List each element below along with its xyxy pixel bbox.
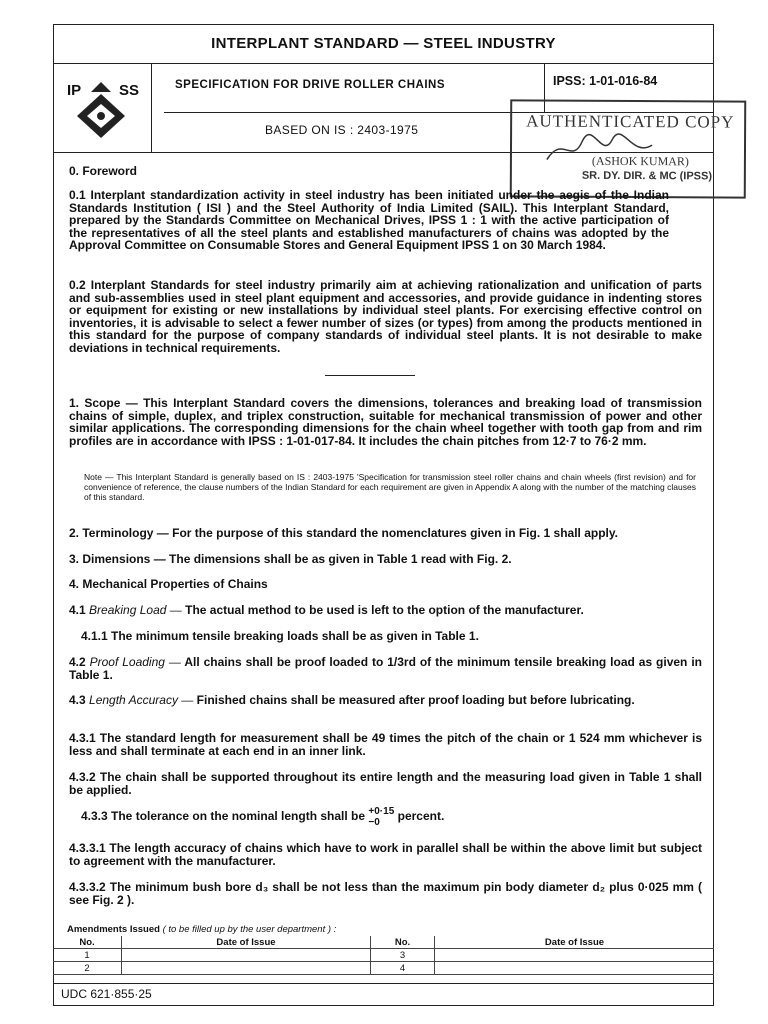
clause-text: percent.: [397, 809, 445, 824]
scope-note: Note — This Interplant Standard is generally based on IS : 2403-1975 'Specification for transmission steel roller chains and chain wheels (first revision) and for convenience of reference, the clause numbers of the Indian Standard for each requirement are given in Appendix A along with the number of the matching clauses of this standard.: [84, 472, 696, 502]
clause-number: 4.1: [69, 603, 86, 617]
clause-4-3: [69, 694, 702, 707]
col-header-no: No.: [371, 936, 435, 949]
para-text: Interplant standardization activity in steel industry has been initiated under the aegis of the Indian Standards Institution ( ISI ) and the Steel Authority of India Limited (SAIL). This Interplant Standard, prepared by the Standards Committee on Mechanical Drives, IPSS 1 : 1 with the active participation of the representatives of all the steel plants and established manufacturers of chains was adopted by the Approval Committee on Consumable Stores and General Equipment IPSS 1 on 30 March 1984.: [69, 188, 669, 253]
col-header-date: Date of Issue: [435, 936, 715, 949]
stamp-line: SR. DY. DIR. & MC (IPSS): [581, 169, 713, 183]
based-on: BASED ON IS : 2403-1975: [265, 123, 419, 137]
tolerance-fraction: [368, 806, 394, 828]
clause-number: 4.2: [69, 655, 86, 669]
clause-number: 4.3: [69, 693, 86, 707]
clause-4-3-1: 4.3.1 The standard length for measurement shall be 49 times the pitch of the chain or 1 524 mm whichever is less and shall terminate at each end in an inner link.: [69, 731, 702, 758]
clause-text: 4.3.3 The tolerance on the nominal length shall be: [81, 809, 366, 824]
amendments-grid: [53, 936, 714, 975]
table-row: [53, 962, 714, 975]
ipss-logo: [53, 64, 152, 152]
table-cell: [122, 949, 371, 962]
tolerance-lower: −0: [368, 817, 380, 828]
ipss-number: IPSS: 1-01-016-84: [544, 64, 714, 112]
clause-4-1-1: 4.1.1 The minimum tensile breaking loads shall be as given in Table 1.: [81, 629, 479, 643]
table-cell: [435, 949, 715, 962]
logo-text-left: IP: [67, 82, 82, 99]
para-number: 0.2: [69, 278, 86, 292]
table-row: [53, 949, 714, 962]
logo-text-right: SS: [119, 82, 140, 99]
clause-4-3-2: 4.3.2 The chain shall be supported throughout its entire length and the measuring load given in Table 1 shall be applied.: [69, 770, 702, 797]
amendments-heading: Amendments Issued: [67, 924, 160, 935]
clause-title: Breaking Load —: [89, 603, 182, 617]
para-text: Interplant Standards for steel industry primarily aim at achieving rationalization and unification of parts and sub-assemblies used in steel plant equipment and accessories, and provide guidance in indenting stores or equipment for existing or new installations by individual steel plants. For exercising effective control on inventories, it is advisable to select a fewer number of sizes (or types) from among the products mentioned in this standard for the purpose of company standards of individual steel plants. It is not desirable to make deviations in technical requirements.: [69, 278, 702, 355]
clause-title: Length Accuracy —: [89, 693, 194, 707]
section-dimensions: [69, 553, 702, 566]
clause-4-3-3-1: 4.3.3.1 The length accuracy of chains which have to work in parallel shall be within the above limit but subject to agreement with the manufacturer.: [69, 841, 702, 868]
para-number: 0.1: [69, 188, 86, 202]
section-rule: [325, 375, 415, 376]
col-header-no: No.: [53, 936, 122, 949]
section-text: The dimensions shall be as given in Table 1 read with Fig. 2.: [169, 552, 512, 566]
foreword-heading: 0. Foreword: [69, 164, 138, 178]
table-cell: 4: [371, 962, 435, 975]
authentication-stamp: [510, 99, 747, 198]
section-text: This Interplant Standard covers the dimensions, tolerances and breaking load of transmission chains of simple, duplex, and triplex construction, suitable for mechanical transmission of power and other similar applications. The corresponding dimensions for the chain wheel together with tooth gap from and rim profiles are in accordance with IPSS : 1-01-017-84. It includes the chain pitches from 12·7 to 76·2 mm.: [69, 396, 703, 448]
clause-4-3-3-2: 4.3.3.2 The minimum bush bore d₃ shall be not less than the maximum pin body diameter d₂ plus 0·025 mm ( see Fig. 2 ).: [69, 880, 702, 907]
section-mechanical: 4. Mechanical Properties of Chains: [69, 577, 268, 591]
foreword-p1: [69, 189, 669, 252]
col-header-date: Date of Issue: [122, 936, 371, 949]
logo-diamond-icon: [53, 64, 152, 152]
section-text: For the purpose of this standard the nomenclatures given in Fig. 1 shall apply.: [172, 526, 618, 540]
amendments-note: ( to be filled up by the user department ) :: [162, 924, 337, 935]
clause-text: Finished chains shall be measured after proof loading but before lubricating.: [196, 693, 635, 707]
clause-text: The actual method to be used is left to the option of the manufacturer.: [185, 603, 584, 617]
tolerance-upper: +0·15: [368, 806, 395, 817]
udc-number: UDC 621·855·25: [53, 983, 714, 1006]
section-heading: 2. Terminology —: [69, 526, 169, 540]
spec-title: SPECIFICATION FOR DRIVE ROLLER CHAINS: [175, 79, 446, 91]
section-terminology: [69, 527, 702, 540]
standard-title: INTERPLANT STANDARD — STEEL INDUSTRY: [53, 24, 714, 64]
clause-text: All chains shall be proof loaded to 1/3rd of the minimum tensile breaking load as given in Table 1.: [69, 655, 702, 682]
foreword-p2: [69, 279, 702, 355]
section-scope: [69, 397, 702, 447]
table-cell: 3: [371, 949, 435, 962]
stamp-line: AUTHENTICATED COPY: [526, 111, 735, 132]
table-cell: 1: [53, 949, 122, 962]
clause-4-2: [69, 656, 702, 681]
table-cell: [435, 962, 715, 975]
clause-4-3-3: [81, 806, 714, 828]
section-heading: 1. Scope —: [69, 396, 138, 410]
table-cell: 2: [53, 962, 122, 975]
clause-4-1: [69, 604, 702, 617]
table-cell: [122, 962, 371, 975]
clause-title: Proof Loading —: [89, 655, 181, 669]
section-heading: 3. Dimensions —: [69, 552, 166, 566]
stamp-line: (ASHOK KUMAR): [591, 153, 689, 169]
amendments-table: [53, 924, 714, 975]
